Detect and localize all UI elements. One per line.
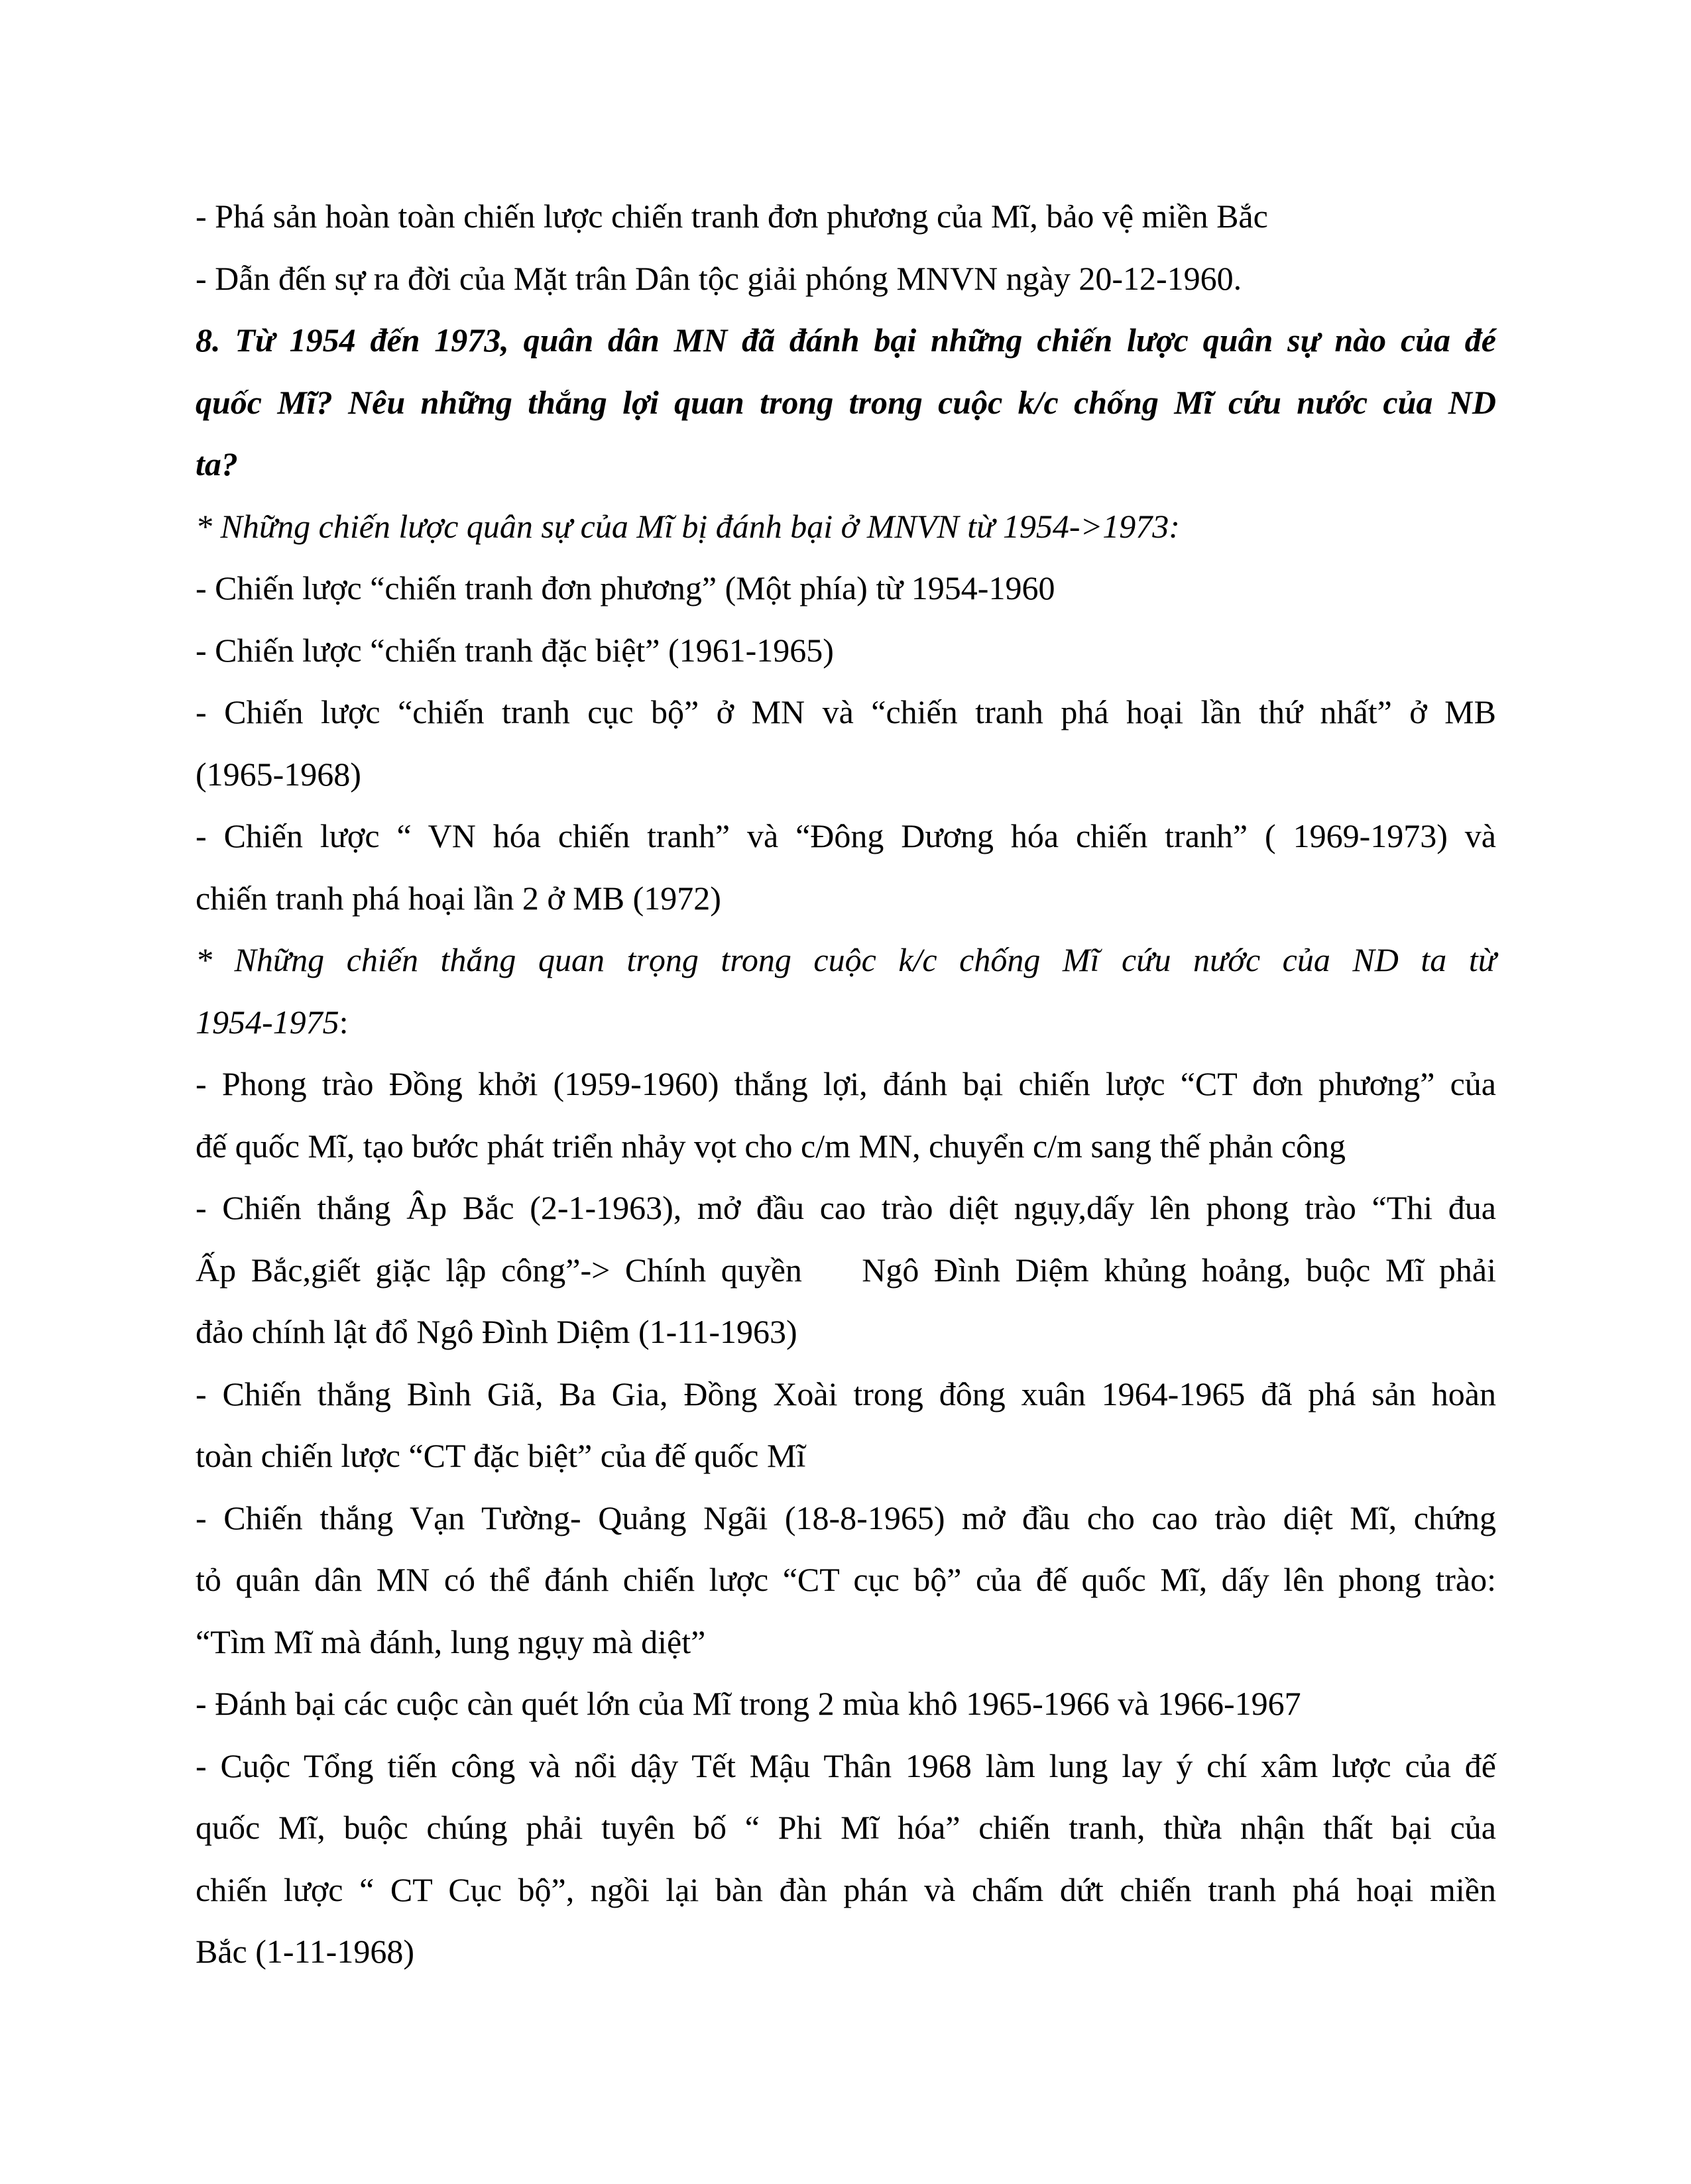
question-heading: ta? [196, 445, 238, 483]
text-line: - Chiến lược “chiến tranh cục bộ” ở MN và “chiến tranh phá hoại lần thứ nhất” ở MB [196, 693, 1496, 730]
document-body [196, 186, 1496, 1983]
section-heading-colon: : [339, 1003, 349, 1041]
text-line: Bắc (1-11-1968) [196, 1933, 414, 1970]
text-line: - Đánh bại các cuộc càn quét lớn của Mĩ trong 2 mùa khô 1965-1966 và 1966-1967 [196, 1685, 1301, 1722]
text-line: - Chiến thắng Bình Giã, Ba Gia, Đồng Xoài trong đông xuân 1964-1965 đã phá sản hoàn [196, 1375, 1496, 1412]
text-line: “Tìm Mĩ mà đánh, lung ngụy mà diệt” [196, 1623, 706, 1660]
question-heading: 8. Từ 1954 đến 1973, quân dân MN đã đánh bại những chiến lược quân sự nào của đé [196, 321, 1496, 359]
text-line: đế quốc Mĩ, tạo bước phát triển nhảy vọt cho c/m MN, chuyển c/m sang thế phản công [196, 1127, 1346, 1165]
text-line: - Phá sản hoàn toàn chiến lược chiến tranh đơn phương của Mĩ, bảo vệ miền Bắc [196, 198, 1268, 235]
text-line: toàn chiến lược “CT đặc biệt” của đế quốc Mĩ [196, 1437, 806, 1474]
question-heading: quốc Mĩ? Nêu những thắng lợi quan trong trong cuộc k/c chống Mĩ cứu nước của ND [196, 383, 1496, 421]
text-line: - Chiến lược “chiến tranh đặc biệt” (1961-1965) [196, 631, 834, 669]
section-heading-years: 1954-1975 [196, 1003, 339, 1041]
section-heading: * Những chiến lược quân sự của Mĩ bị đánh bại ở MNVN từ 1954->1973: [196, 507, 1180, 545]
text-line: - Chiến lược “chiến tranh đơn phương” (Một phía) từ 1954-1960 [196, 569, 1055, 606]
section-heading: * Những chiến thắng quan trọng trong cuộc k/c chống Mĩ cứu nước của ND ta từ [196, 941, 1496, 978]
text-line: (1965-1968) [196, 755, 361, 793]
text-line: - Chiến lược “ VN hóa chiến tranh” và “Đông Dương hóa chiến tranh” ( 1969-1973) và [196, 817, 1496, 854]
text-line: - Phong trào Đồng khởi (1959-1960) thắng lợi, đánh bại chiến lược “CT đơn phương” của [196, 1065, 1496, 1102]
text-line: - Dẫn đến sự ra đời của Mặt trân Dân tộc giải phóng MNVN ngày 20-12-1960. [196, 259, 1242, 297]
text-line: - Cuộc Tổng tiến công và nổi dậy Tết Mậu Thân 1968 làm lung lay ý chí xâm lược của đế [196, 1747, 1496, 1784]
text-line: chiến lược “ CT Cục bộ”, ngồi lại bàn đàn phán và chấm dứt chiến tranh phá hoại miền [196, 1870, 1496, 1908]
text-line: đảo chính lật đổ Ngô Đình Diệm (1-11-1963) [196, 1313, 797, 1350]
text-line: - Chiến thắng Vạn Tường- Quảng Ngãi (18-8-1965) mở đầu cho cao trào diệt Mĩ, chứng [196, 1499, 1496, 1536]
text-line: Ấp Bắc,giết giặc lập công”-> Chính quyền Ngô Đình Diệm khủng hoảng, buộc Mĩ phải [196, 1251, 1496, 1289]
text-line: chiến tranh phá hoại lần 2 ở MB (1972) [196, 879, 721, 917]
section-heading [196, 992, 1496, 1054]
text-line: - Chiến thắng Âp Bắc (2-1-1963), mở đầu cao trào diệt ngụy,dấy lên phong trào “Thi đua [196, 1189, 1496, 1226]
text-line: quốc Mĩ, buộc chúng phải tuyên bố “ Phi Mĩ hóa” chiến tranh, thừa nhận thất bại của [196, 1809, 1496, 1846]
text-line: tỏ quân dân MN có thể đánh chiến lược “CT cục bộ” của đế quốc Mĩ, dấy lên phong trào: [196, 1561, 1496, 1598]
